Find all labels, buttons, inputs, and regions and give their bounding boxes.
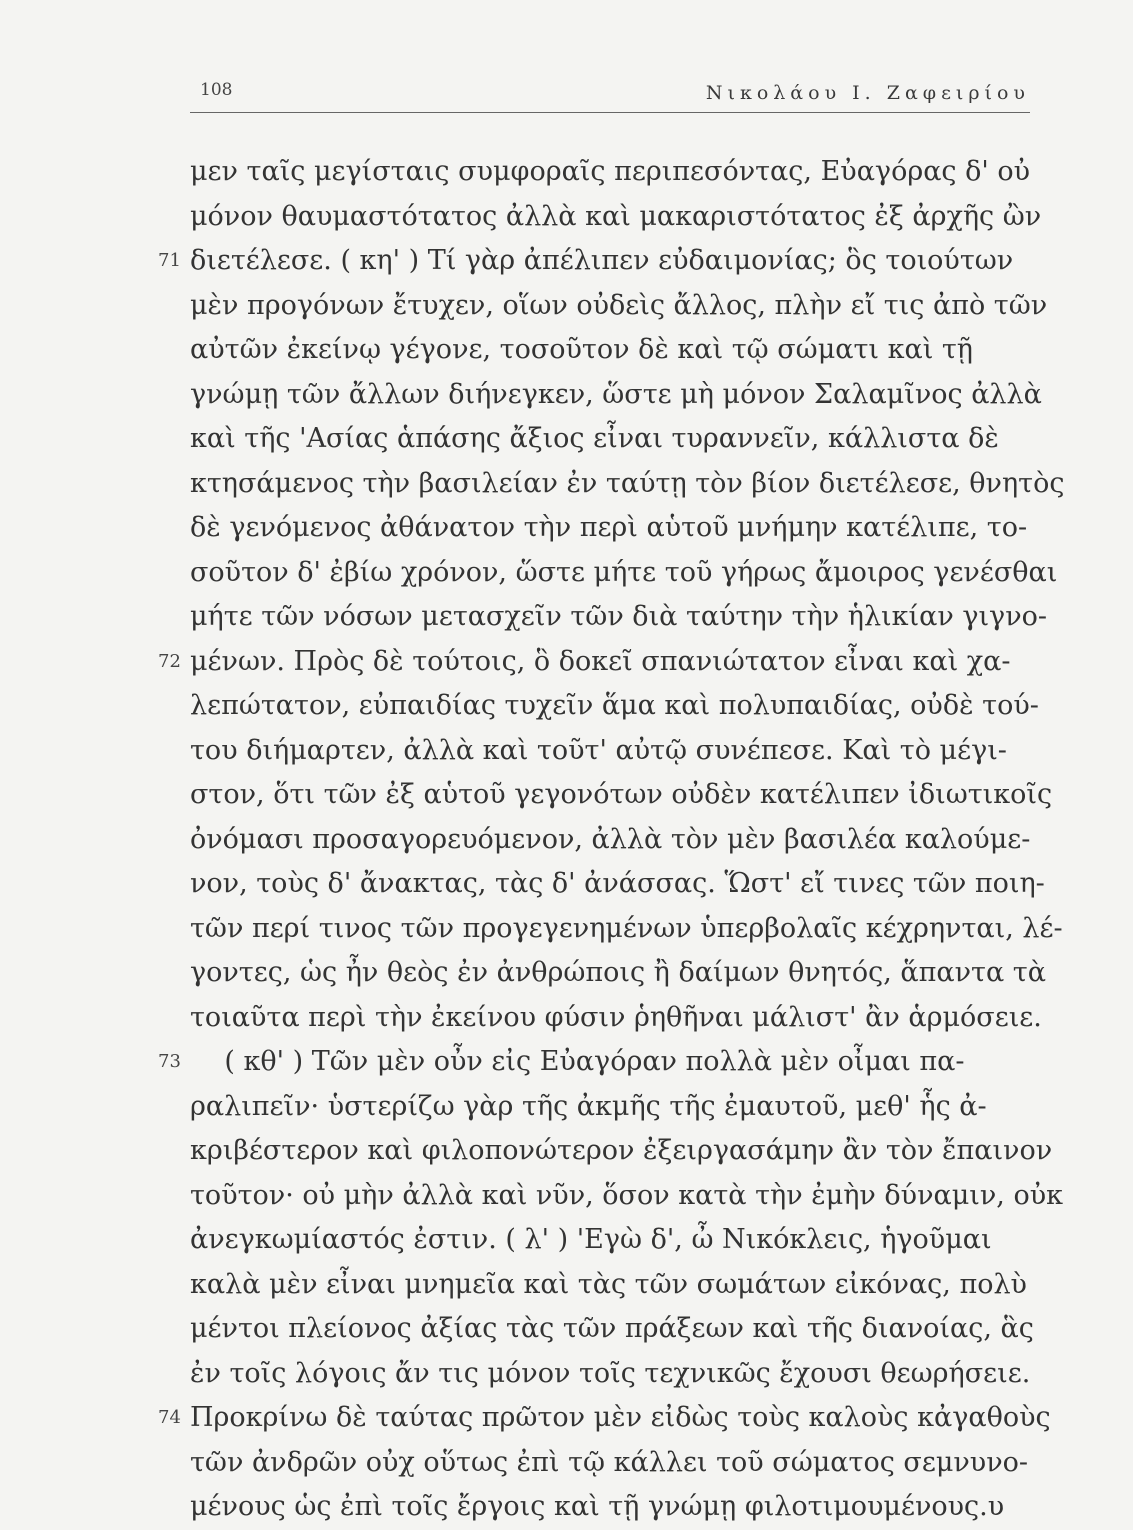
line-text: τῶν ἀνδρῶν οὐχ οὕτως ἐπὶ τῷ κάλλει τοῦ σώματος σεμνυνο- (190, 1446, 1029, 1478)
text-line (158, 640, 1040, 685)
line-text: μέντοι πλείονος ἀξίας τὰς τῶν πράξεων καὶ τῆς διανοίας, ἃς (190, 1313, 1034, 1344)
section-number: 72 (158, 650, 181, 672)
text-line (190, 462, 1065, 507)
text-line (190, 1441, 1040, 1486)
line-text: σοῦτον δ' ἐβίω χρόνον, ὥστε μήτε τοῦ γήρως ἄμοιρος γενέσθαι (190, 556, 1058, 588)
section-number: 73 (158, 1051, 181, 1072)
line-text: καὶ τῆς 'Ασίας ἁπάσης ἄξιος εἶναι τυραννεῖν, κάλλιστα δὲ (190, 423, 999, 454)
text-line (190, 862, 1045, 907)
line-text: Προκρίνω δὲ ταύτας πρῶτον μὲν εἰδὼς τοὺς καλοὺς κἀγαθοὺς (190, 1402, 1051, 1433)
page-header (190, 70, 1030, 110)
line-text: κτησάμενος τὴν βασιλείαν ἐν ταύτῃ τὸν βίον διετέλεσε, θνητὸς (190, 467, 1065, 499)
line-text: μόνον θαυμαστότατος ἀλλὰ καὶ μακαριστότατος ἐξ ἀρχῆς ὢν (190, 200, 1042, 232)
line-text: ραλιπεῖν· ὑστερίζω γὰρ τῆς ἀκμῆς τῆς ἐμαυτοῦ, μεθ' ἧς ἀ- (190, 1090, 987, 1122)
line-text: διετέλεσε. ( κη' ) Τί γὰρ ἀπέλιπεν εὐδαιμονίας; ὃς τοιούτων (190, 245, 1014, 276)
text-line (190, 773, 1053, 818)
running-head: Νικολάου Ι. Ζαφειρίου (705, 82, 1030, 104)
line-text: μένους ὡς ἐπὶ τοῖς ἔργοις καὶ τῇ γνώμῃ φιλοτιμουμένους.υ (190, 1491, 1005, 1522)
text-line (190, 951, 1046, 996)
text-line (190, 328, 1040, 373)
text-line (190, 1307, 1040, 1352)
header-rule (190, 112, 1030, 113)
text-line (190, 595, 1047, 640)
text-line (190, 1352, 1040, 1397)
line-text: τοιαῦτα περὶ τὴν ἐκείνου φύσιν ῥηθῆναι μάλιστ' ἂν ἁρμόσειε. (190, 1001, 1042, 1033)
text-line (190, 1129, 1053, 1174)
text-line (190, 150, 1040, 195)
text-line (190, 818, 1040, 863)
text-line (190, 1085, 1040, 1130)
text-line (158, 239, 1040, 284)
text-line (190, 195, 1040, 240)
line-text: ἀνεγκωμίαστός ἐστιν. ( λ' ) 'Εγὼ δ', ὦ Νικόκλεις, ἡγοῦμαι (190, 1224, 992, 1255)
line-text: μένων. Πρὸς δὲ τούτοις, ὃ δοκεῖ σπανιώτατον εἶναι καὶ χα- (190, 645, 1011, 677)
line-text: νον, τοὺς δ' ἄνακτας, τὰς δ' ἀνάσσας. Ὥστ' εἴ τινες τῶν ποιη- (190, 868, 1045, 899)
line-text: ἐν τοῖς λόγοις ἄν τις μόνον τοῖς τεχνικῶς ἔχουσι θεωρήσειε. (190, 1357, 1031, 1389)
line-text: καλὰ μὲν εἶναι μνημεῖα καὶ τὰς τῶν σωμάτων εἰκόνας, πολὺ (190, 1268, 1027, 1300)
text-line (190, 684, 1040, 729)
line-text: κριβέστερον καὶ φιλοπονώτερον ἐξειργασάμην ἂν τὸν ἔπαινον (190, 1135, 1053, 1166)
section-number: 71 (158, 250, 181, 271)
text-line (190, 1218, 1040, 1263)
text-body (158, 150, 1065, 1530)
text-line (190, 996, 1040, 1041)
text-line (158, 1040, 1040, 1085)
line-text: γνώμῃ τῶν ἄλλων διήνεγκεν, ὥστε μὴ μόνον Σαλαμῖνος ἀλλὰ (190, 378, 1042, 410)
text-line (190, 284, 1048, 329)
text-line (190, 417, 1040, 462)
line-text: λεπώτατον, εὐπαιδίας τυχεῖν ἅμα καὶ πολυπαιδίας, οὐδὲ τού- (190, 690, 1039, 721)
line-text: στον, ὅτι τῶν ἐξ αὑτοῦ γεγονότων οὐδὲν κατέλιπεν ἰδιωτικοῖς (190, 779, 1053, 810)
line-text: μεν ταῖς μεγίσταις συμφοραῖς περιπεσόντας, Εὐαγόρας δ' οὐ (190, 156, 1031, 187)
line-text: ὀνόμασι προσαγορευόμενον, ἀλλὰ τὸν μὲν βασιλέα καλούμε- (190, 823, 1031, 855)
text-line (190, 551, 1058, 596)
line-text: ( κθ' ) Τῶν μὲν οὖν εἰς Εὐαγόραν πολλὰ μὲν οἶμαι πα- (190, 1046, 965, 1077)
line-text: τῶν περί τινος τῶν προγεγενημένων ὑπερβολαῖς κέχρηνται, λέ- (190, 912, 1063, 944)
line-text: αὐτῶν ἐκείνῳ γέγονε, τοσοῦτον δὲ καὶ τῷ σώματι καὶ τῇ (190, 334, 973, 365)
line-text: δὲ γενόμενος ἀθάνατον τὴν περὶ αὑτοῦ μνήμην κατέλιπε, το- (190, 512, 1028, 543)
line-text: γοντες, ὡς ἦν θεὸς ἐν ἀνθρώποις ἢ δαίμων θνητός, ἅπαντα τὰ (190, 957, 1046, 988)
line-text: του διήμαρτεν, ἀλλὰ καὶ τοῦτ' αὐτῷ συνέπεσε. Καὶ τὸ μέγι- (190, 734, 1007, 766)
text-line (190, 1174, 1063, 1219)
text-line (190, 506, 1040, 551)
text-line (190, 907, 1063, 952)
line-text: μὲν προγόνων ἔτυχεν, οἵων οὐδεὶς ἄλλος, πλὴν εἴ τις ἀπὸ τῶν (190, 289, 1048, 321)
text-line (190, 729, 1040, 774)
section-number: 74 (158, 1407, 181, 1428)
text-line (158, 1396, 1051, 1441)
text-line (190, 1263, 1040, 1308)
line-text: τοῦτον· οὐ μὴν ἀλλὰ καὶ νῦν, ὅσον κατὰ τὴν ἐμὴν δύναμιν, οὐκ (190, 1179, 1063, 1211)
text-line (190, 1485, 1040, 1530)
line-text: μήτε τῶν νόσων μετασχεῖν τῶν διὰ ταύτην τὴν ἡλικίαν γιγνο- (190, 601, 1047, 632)
page-number: 108 (200, 80, 233, 100)
text-line (190, 373, 1040, 418)
